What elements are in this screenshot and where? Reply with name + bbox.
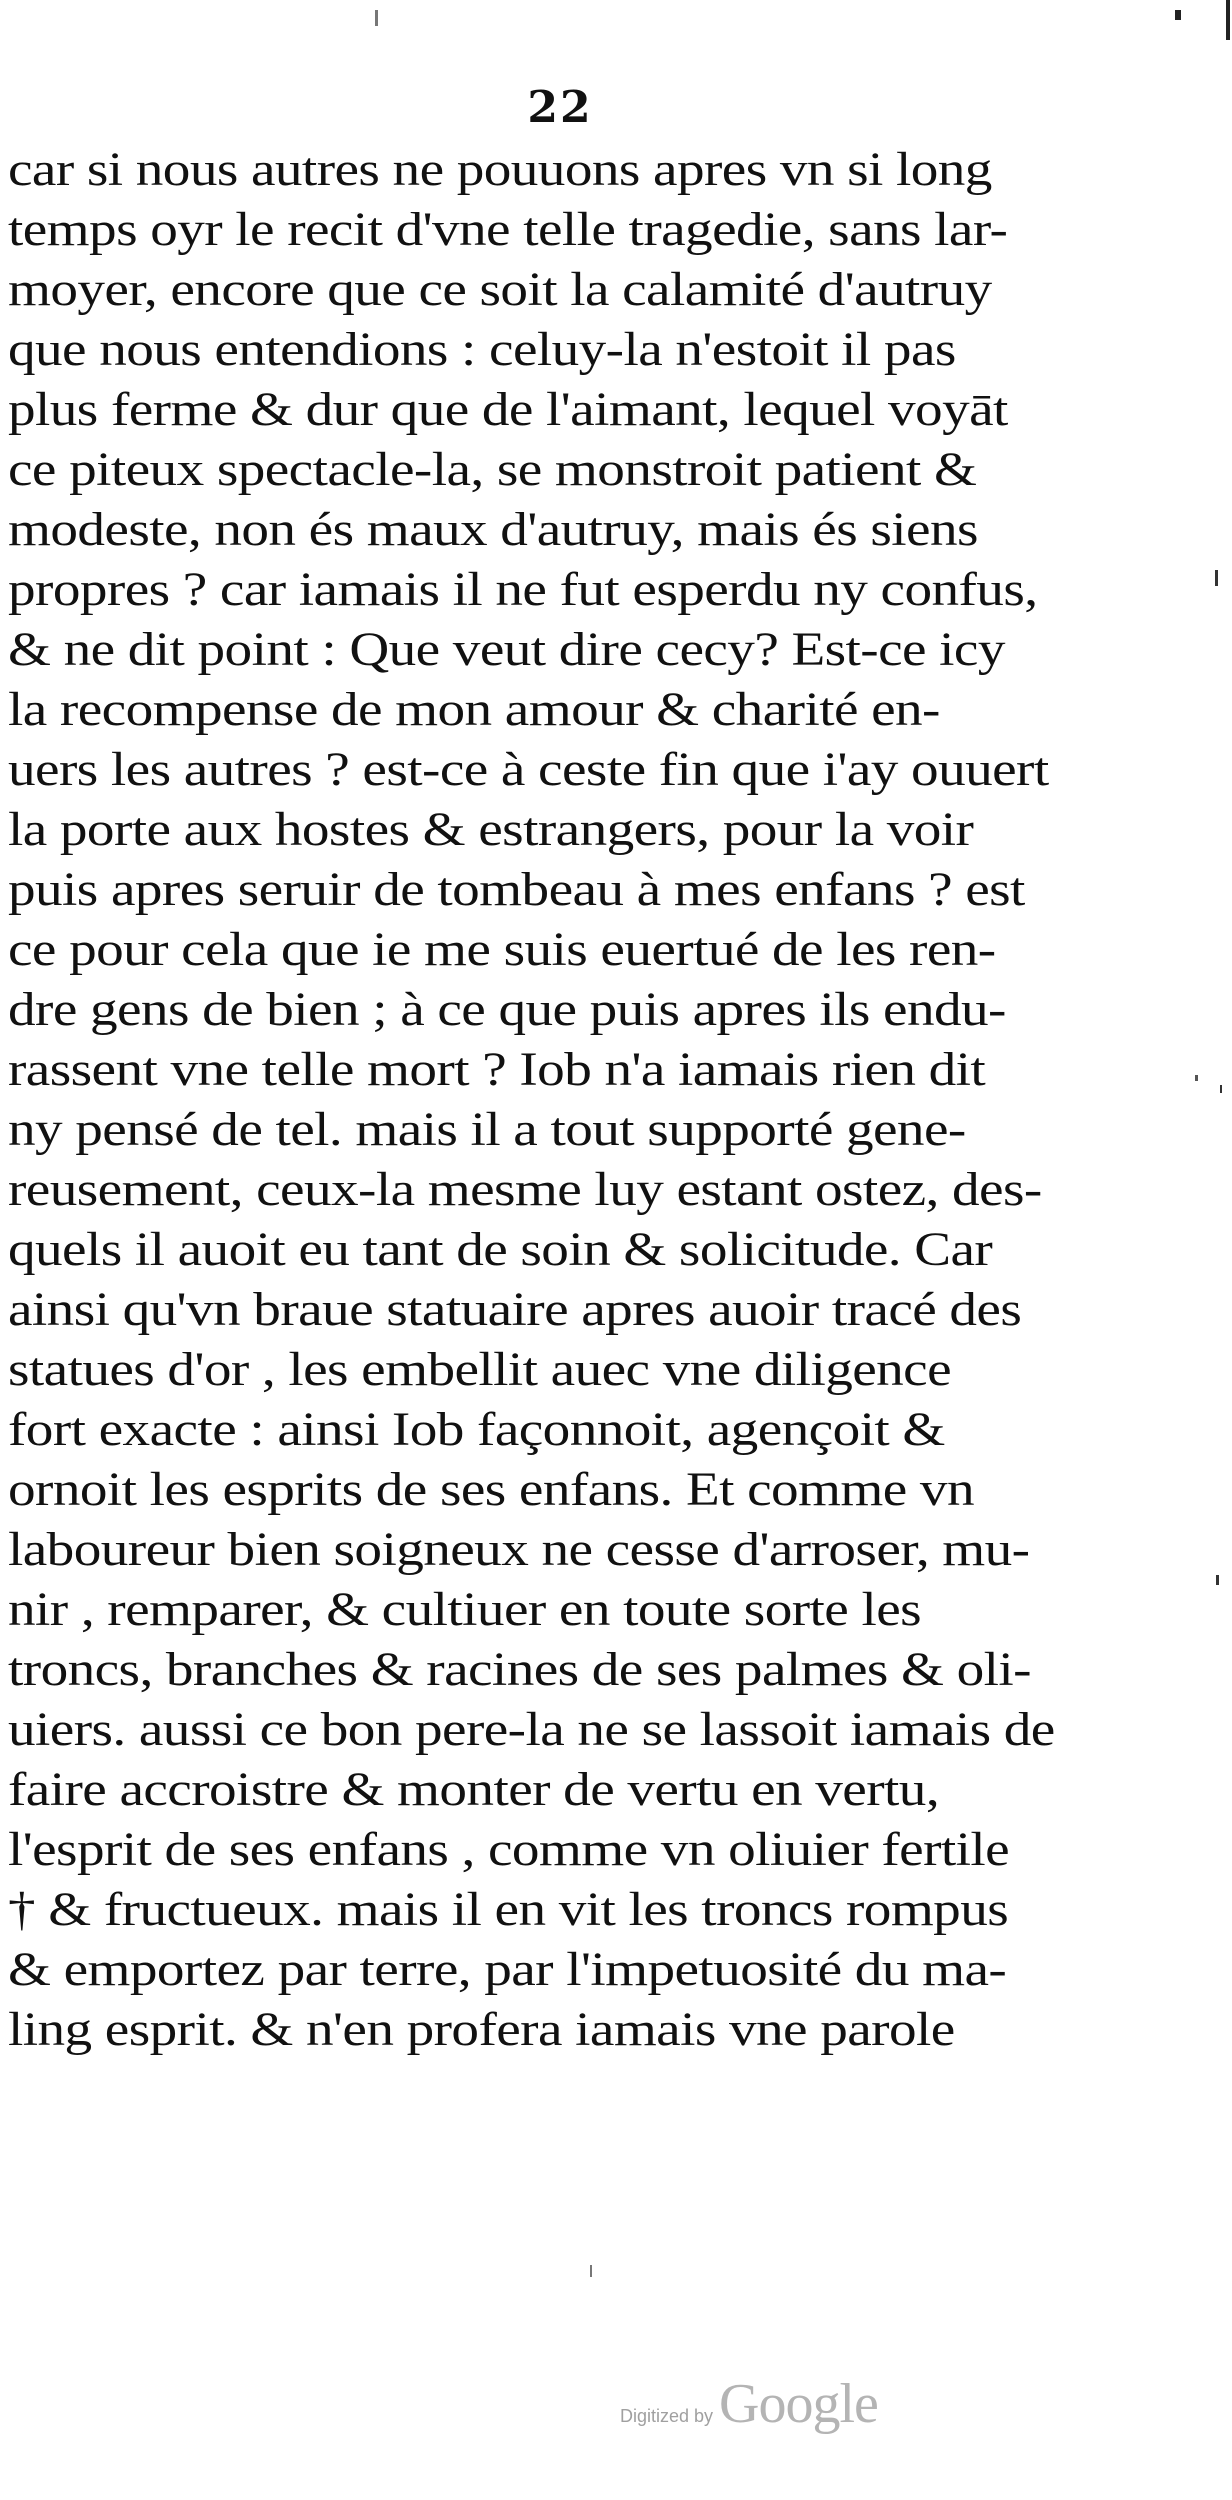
text-line: l'esprit de ses enfans , comme vn oliuier fertile [8,1823,1010,1876]
text-line: ny pensé de tel. mais il a tout supporté gene- [8,1103,966,1156]
text-line: modeste, non és maux d'autruy, mais és siens [8,503,978,556]
text-line: reusement, ceux-la mesme luy estant ostez, des- [8,1163,1042,1216]
text-line: statues d'or , les embellit auec vne diligence [8,1343,952,1396]
text-line: puis apres seruir de tombeau à mes enfans ? est [8,863,1025,916]
digitized-label: Digitized by [620,2406,714,2426]
text-line: la recompense de mon amour & charité en- [8,683,940,736]
text-line: faire accroistre & monter de vertu en vertu, [8,1763,940,1816]
text-line: & ne dit point : Que veut dire cecy? Est-ce icy [8,623,1005,676]
text-line: nir , remparer, & cultiuer en toute sorte les [8,1583,922,1636]
text-line: dre gens de bien ; à ce que puis apres ils endu- [8,983,1006,1036]
text-line: la porte aux hostes & estrangers, pour la voir [8,803,974,856]
body-text [8,140,1108,2060]
page-number: 22 [527,82,593,133]
margin-mark [375,10,378,26]
text-line: uiers. aussi ce bon pere-la ne se lassoit iamais de [8,1703,1055,1756]
text-line: propres ? car iamais il ne fut esperdu ny confus, [8,563,1038,616]
text-line: † & fructueux. mais il en vit les troncs rompus [8,1883,1009,1936]
text-line: ornoit les esprits de ses enfans. Et comme vn [8,1463,974,1516]
text-line: rassent vne telle mort ? Iob n'a iamais rien dit [8,1043,986,1096]
text-line: ling esprit. & n'en profera iamais vne parole [8,2003,955,2056]
digitized-credit [620,2372,878,2436]
margin-mark [1226,0,1230,40]
margin-mark [590,2265,592,2277]
margin-mark [1175,10,1181,20]
text-line: fort exacte : ainsi Iob façonnoit, agençoit & [8,1403,945,1456]
text-line: plus ferme & dur que de l'aimant, lequel voyāt [8,383,1008,436]
text-line: ainsi qu'vn braue statuaire apres auoir tracé des [8,1283,1022,1336]
text-line: ce pour cela que ie me suis euertué de les ren- [8,923,996,976]
text-line: quels il auoit eu tant de soin & solicitude. Car [8,1223,993,1276]
text-line: ce piteux spectacle-la, se monstroit patient & [8,443,977,496]
text-line: moyer, encore que ce soit la calamité d'autruy [8,263,992,316]
text-line: & emportez par terre, par l'impetuosité du ma- [8,1943,1007,1996]
text-line: temps oyr le recit d'vne telle tragedie, sans lar- [8,203,1008,256]
text-line: troncs, branches & racines de ses palmes & oli- [8,1643,1031,1696]
text-line: car si nous autres ne pouuons apres vn si long [8,143,992,196]
text-line: uers les autres ? est-ce à ceste fin que i'ay ouuert [8,743,1049,796]
text-line: laboureur bien soigneux ne cesse d'arroser, mu- [8,1523,1030,1576]
google-logo: Google [719,2373,878,2435]
text-line: que nous entendions : celuy-la n'estoit il pas [8,323,956,376]
